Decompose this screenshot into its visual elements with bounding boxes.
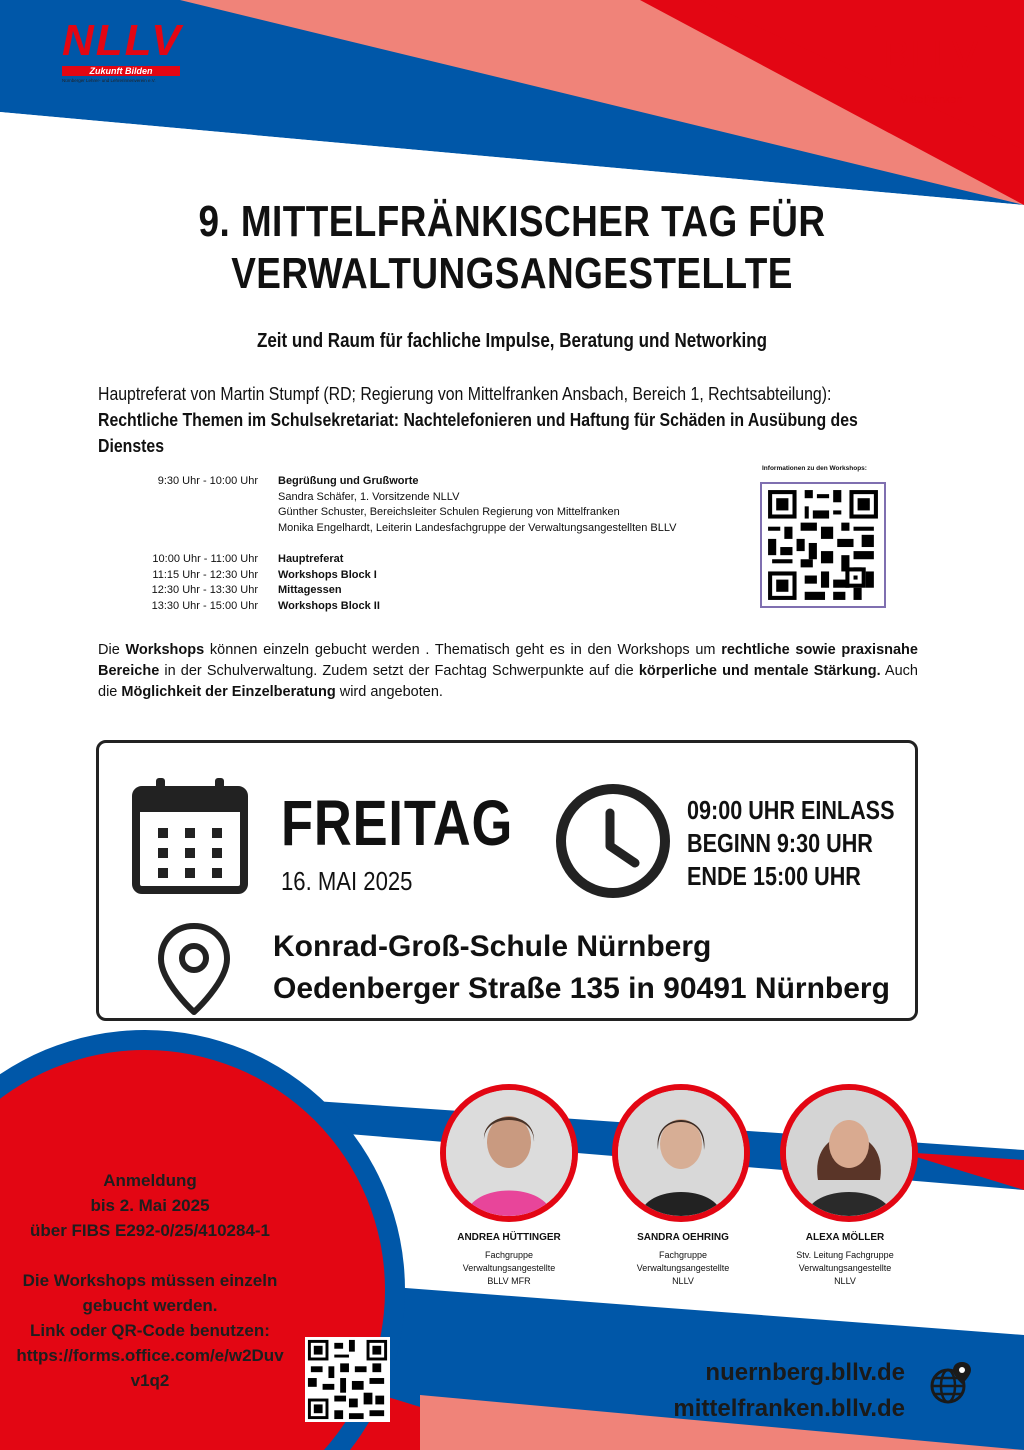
website-link-2[interactable]: mittelfranken.bllv.de xyxy=(673,1395,905,1422)
title-line-1: 9. MITTELFRÄNKISCHER TAG FÜR xyxy=(198,197,826,246)
time-entry: 09:00 UHR EINLASS xyxy=(687,795,895,825)
globe-location-icon xyxy=(928,1360,974,1406)
registration-link-end[interactable]: v1q2 xyxy=(130,1371,170,1390)
description-paragraph xyxy=(98,640,918,703)
calendar-icon xyxy=(130,776,250,896)
time-beginning: BEGINN 9:30 UHR xyxy=(687,828,873,858)
venue-address: Oedenberger Straße 135 in 90491 Nürnberg xyxy=(273,972,890,1005)
avatar xyxy=(440,1084,578,1222)
registration-qr-code[interactable] xyxy=(305,1337,390,1422)
event-location xyxy=(273,926,890,1010)
avatar xyxy=(780,1084,918,1222)
intro xyxy=(98,381,925,459)
schedule-time: 12:30 Uhr - 13:30 Uhr xyxy=(151,584,258,596)
schedule-title: Workshops Block II xyxy=(278,599,380,612)
person-role xyxy=(755,1249,935,1288)
websites xyxy=(620,1355,905,1427)
role-line: Verwaltungsangestellte xyxy=(636,1263,730,1273)
event-date: 16. MAI 2025 xyxy=(281,866,413,896)
reg-line: Link oder QR-Code benutzen: xyxy=(30,1321,270,1340)
qr-label: Informationen zu den Workshops: xyxy=(762,465,867,472)
website-link-1[interactable]: nuernberg.bllv.de xyxy=(705,1359,905,1386)
reg-line: Die Workshops müssen einzeln xyxy=(22,1271,278,1290)
schedule-speaker: Sandra Schäfer, 1. Vorsitzende NLLV xyxy=(278,490,460,503)
text-bold: rechtliche sowie praxisnahe Bereiche xyxy=(98,642,918,679)
clock-icon xyxy=(553,781,673,901)
time-end: ENDE 15:00 UHR xyxy=(687,861,861,891)
person-role xyxy=(593,1249,773,1288)
reg-line: Anmeldung xyxy=(103,1171,197,1190)
schedule-time: 13:30 Uhr - 15:00 Uhr xyxy=(151,599,258,612)
text-bold: Möglichkeit der Einzelberatung xyxy=(121,684,336,700)
schedule xyxy=(0,474,760,614)
bllv-logo xyxy=(872,26,990,106)
schedule-title: Begrüßung und Grußworte xyxy=(278,475,419,487)
workshop-qr-code[interactable] xyxy=(760,482,886,608)
event-times xyxy=(687,794,894,893)
schedule-speaker: Günther Schuster, Bereichsleiter Schulen Regierung von Mittelfranken xyxy=(278,506,620,518)
nllv-logo xyxy=(62,18,187,93)
location-pin-icon xyxy=(156,922,232,1018)
qr-code-icon xyxy=(764,486,882,604)
text: wird angeboten. xyxy=(335,684,443,700)
bllv-logo-sub: Mittelfranken xyxy=(899,94,963,106)
schedule-time: 9:30 Uhr - 10:00 Uhr xyxy=(157,475,258,487)
role-line: Verwaltungsangestellte xyxy=(798,1263,892,1273)
qr-code-icon xyxy=(305,1337,390,1422)
person-name: ALEXA MÖLLER xyxy=(805,1232,885,1243)
text: Die xyxy=(98,642,126,658)
page-title xyxy=(82,196,942,300)
role-line: Stv. Leitung Fachgruppe xyxy=(796,1250,894,1260)
person-name: ANDREA HÜTTINGER xyxy=(457,1232,561,1243)
role-line: NLLV xyxy=(834,1276,856,1286)
role-line: Fachgruppe xyxy=(484,1250,534,1260)
person-role xyxy=(419,1249,599,1288)
avatar xyxy=(612,1084,750,1222)
registration-link[interactable]: https://forms.office.com/e/w2Duv xyxy=(16,1346,284,1365)
intro-bold-1: Rechtliche Themen im Schulsekretariat: Nachtelefonieren und Haftung für Schäden in Ausübung des xyxy=(98,410,858,430)
schedule-time: 11:15 Uhr - 12:30 Uhr xyxy=(152,568,258,581)
intro-bold-2: Dienstes xyxy=(98,436,165,456)
reg-line: bis 2. Mai 2025 xyxy=(90,1196,210,1215)
reg-line: über FIBS E292-0/25/410284-1 xyxy=(29,1221,271,1240)
nllv-logo-tagline: Zukunft Bilden xyxy=(62,66,180,76)
text-bold: Workshops xyxy=(125,642,205,658)
text: Auch die xyxy=(98,663,918,700)
text: können einzeln gebucht werden . Thematisch geht es in den Workshops um xyxy=(204,642,722,658)
text: in der Schulverwaltung. Zudem setzt der Fachtag Schwerpunkte auf die xyxy=(159,663,639,679)
registration-info xyxy=(0,1168,300,1393)
venue-name: Konrad-Groß-Schule Nürnberg xyxy=(273,930,712,963)
schedule-title: Workshops Block I xyxy=(278,568,377,581)
role-line: BLLV MFR xyxy=(487,1276,531,1286)
schedule-speaker: Monika Engelhardt, Leiterin Landesfachgruppe der Verwaltungsangestellten BLLV xyxy=(278,521,677,534)
role-line: Verwaltungsangestellte xyxy=(462,1263,556,1273)
reg-line: gebucht werden. xyxy=(82,1296,218,1315)
subtitle: Zeit und Raum für fachliche Impulse, Beratung und Networking xyxy=(256,330,768,352)
intro-plain: Hauptreferat von Martin Stumpf (RD; Regierung von Mittelfranken Ansbach, Bereich 1, Rechtsabteilung): xyxy=(98,384,832,404)
bllv-logo-text: BLLV xyxy=(872,26,990,84)
person-name: SANDRA OEHRING xyxy=(637,1232,729,1243)
title-line-2: VERWALTUNGSANGESTELLTE xyxy=(231,249,793,298)
event-day: FREITAG xyxy=(281,787,514,859)
nllv-logo-sub: Nürnberger Lehrer- und Lehrerinnenverein e.V. xyxy=(62,78,156,83)
role-line: Fachgruppe xyxy=(658,1250,708,1260)
text-bold: körperliche und mentale Stärkung. xyxy=(638,663,881,679)
schedule-title: Hauptreferat xyxy=(278,553,344,565)
schedule-time: 10:00 Uhr - 11:00 Uhr xyxy=(152,553,258,565)
role-line: NLLV xyxy=(672,1276,694,1286)
schedule-title: Mittagessen xyxy=(278,584,342,596)
nllv-logo-text: NLLV xyxy=(62,16,183,65)
